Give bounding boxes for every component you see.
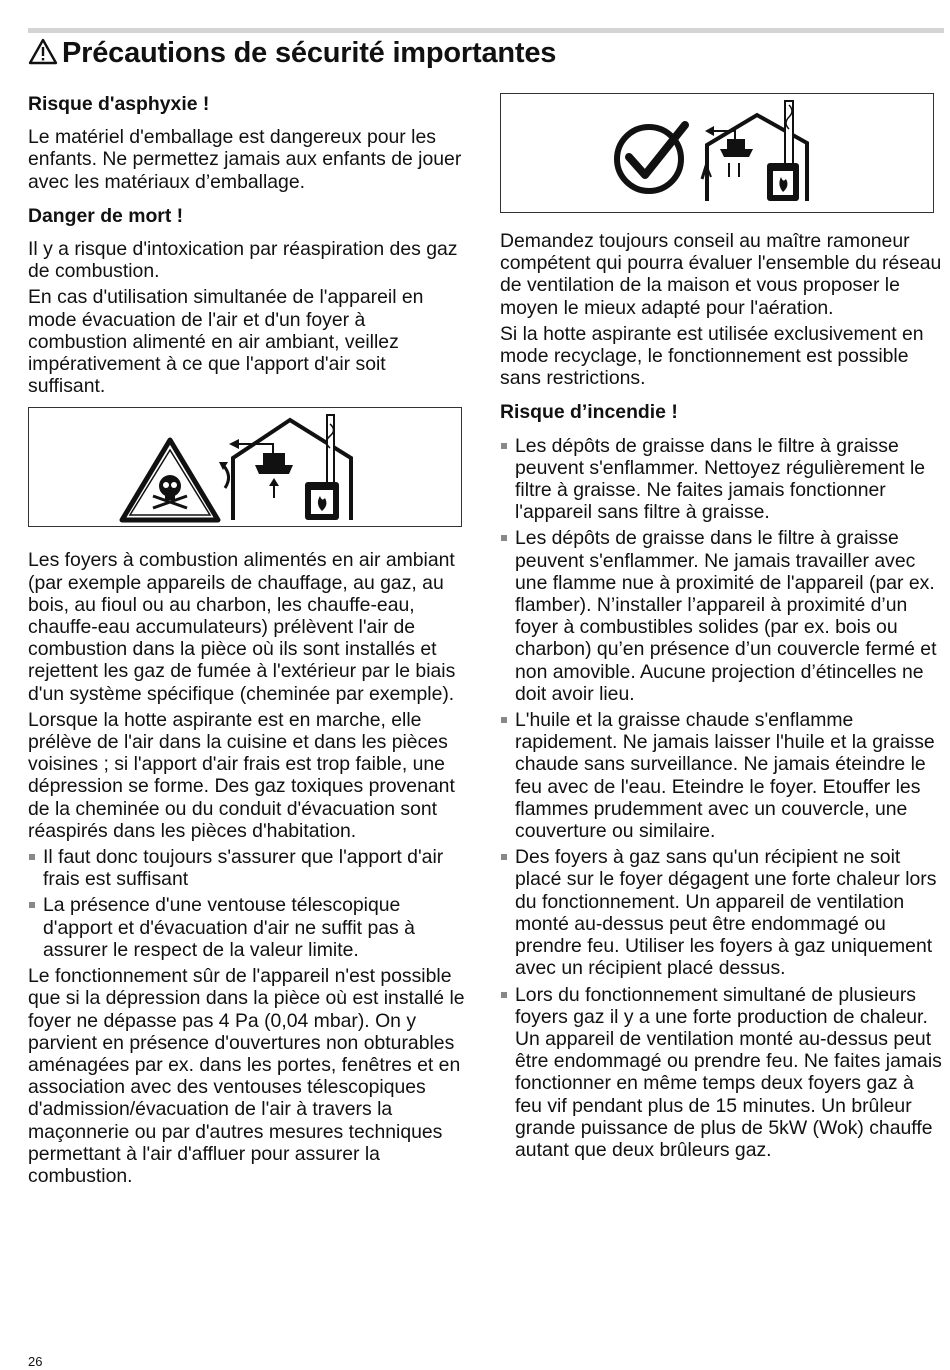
bullet-square-icon xyxy=(501,992,507,998)
left-para-3: Le fonctionnement sûr de l'appareil n'est possible que si la dépression dans la pièce où est installé le foyer ne dépasse pas 4 Pa (0,04 mbar). On y parvient en présence d'ouvertures non obturables aménagées par ex. dans les portes, fenêtres et en association avec des ventouses télescopiques d'admission/évacuation de l'air à travers la maçonnerie ou par d'autres mesures techniques permettant à l'air d'affluer pour assurer la combustion. xyxy=(28,965,465,1187)
fire-heading: Risque d’incendie ! xyxy=(500,401,678,424)
death-text-2: En cas d'utilisation simultanée de l'appareil en mode évacuation de l'air et d'un foyer à combustion alimenté en air ambiant, veillez impérativement à ce que l'apport d'air soit suffisant. xyxy=(28,286,424,398)
right-column xyxy=(500,93,944,1165)
asphyxia-heading: Risque d'asphyxie ! xyxy=(28,93,210,115)
warning-triangle-icon xyxy=(28,38,58,65)
list-item: Les dépôts de graisse dans le filtre à graisse peuvent s'enflammer. Nettoyez régulièrement le filtre à graisse. Ne faites jamais fonctionner l'appareil sans filtre à graisse. xyxy=(500,435,944,524)
toxic-warning-figure xyxy=(28,407,462,527)
list-item: Les dépôts de graisse dans le filtre à graisse peuvent s'enflammer. Ne jamais travailler avec une flamme nue à proximité de l'appareil (par ex. flamber). N’installer l’appareil à proximité d’un foyer à combustibles solides (par ex. bois ou charbon) qu’en présence d’un couvercle fermé et non amovible. Aucune projection d’étincelles ne doit avoir lieu. xyxy=(500,527,944,705)
right-para-2: Si la hotte aspirante est utilisée exclusivement en mode recyclage, le fonctionnement est possible sans restrictions. xyxy=(500,322,924,390)
bullet-square-icon xyxy=(501,443,507,449)
list-item: Il faut donc toujours s'assurer que l'apport d'air frais est suffisant xyxy=(28,846,468,890)
bullet-square-icon xyxy=(501,854,507,860)
bullet-square-icon xyxy=(501,717,507,723)
list-item: Des foyers à gaz sans qu'un récipient ne soit placé sur le foyer dégagent une forte chaleur lors du fonctionnement. Un appareil de ventilation monté au-dessus peut être endommagé ou prendre feu. Utiliser les foyers à gaz uniquement avec un récipient placé dessus. xyxy=(500,846,944,979)
page-title-text: Précautions de sécurité importantes xyxy=(62,37,557,69)
page-title xyxy=(28,37,944,69)
checkmark-house-ventilation-icon xyxy=(607,97,827,209)
header-rule xyxy=(28,28,944,33)
list-item: L'huile et la graisse chaude s'enflamme rapidement. Ne jamais laisser l'huile et la graisse chaude sans surveillance. Ne jamais éteindre le feu avec de l'eau. Eteindre le foyer. Etouffer les flammes prudemment avec un couvercle, une couverture ou similaire. xyxy=(500,709,944,842)
page-number: 26 xyxy=(28,1354,43,1369)
left-para-1: Les foyers à combustion alimentés en air ambiant (par exemple appareils de chauffage, au gaz, au bois, au fioul ou au charbon, les chauffe-eau, chauffe-eau accumulateurs) prélèvent l'air de combustion dans la pièce où ils sont installés et rejettent les gaz de fumée à l'extérieur par le biais d'un système spécifique (cheminée par exemple). xyxy=(28,549,456,705)
bullet-square-icon xyxy=(501,535,507,541)
asphyxia-text: Le matériel d'emballage est dangereux pour les enfants. Ne permettez jamais aux enfants de jouer avec les matériaux d’emballage. xyxy=(28,126,462,193)
bullet-square-icon xyxy=(29,854,35,860)
left-column xyxy=(28,93,468,1191)
bullet-square-icon xyxy=(29,902,35,908)
check-figure xyxy=(500,93,934,213)
list-item: Lors du fonctionnement simultané de plusieurs foyers gaz il y a une forte production de chaleur. Un appareil de ventilation monté au-dessus peut être endommagé ou prendre feu. Ne faites jamais fonctionner en même temps deux foyers gaz à feu vif pendant plus de 15 minutes. Un brûleur grande puissance de plus de 5kW (Wok) chauffe autant que deux brûleurs gaz. xyxy=(500,984,944,1162)
list-item: La présence d'une ventouse télescopique d'apport et d'évacuation d'air ne suffit pas à assurer le respect de la valeur limite. xyxy=(28,894,468,961)
left-para-2: Lorsque la hotte aspirante est en marche, elle prélève de l'air dans la cuisine et dans les pièces voisines ; si l'apport d'air frais est trop faible, une dépression se forme. Des gaz toxiques provenant de la cheminée ou du conduit d'évacuation sont réaspirés dans les pièces d'habitation. xyxy=(28,708,455,842)
toxic-skull-warning-house-icon xyxy=(115,410,375,524)
death-text-1: Il y a risque d'intoxication par réaspiration des gaz de combustion. xyxy=(28,238,458,283)
right-para-1: Demandez toujours conseil au maître ramoneur compétent qui pourra évaluer l'ensemble du réseau de ventilation de la maison et vous proposer le moyen le mieux adapté pour l'aération. xyxy=(500,230,942,319)
death-heading: Danger de mort ! xyxy=(28,204,184,227)
